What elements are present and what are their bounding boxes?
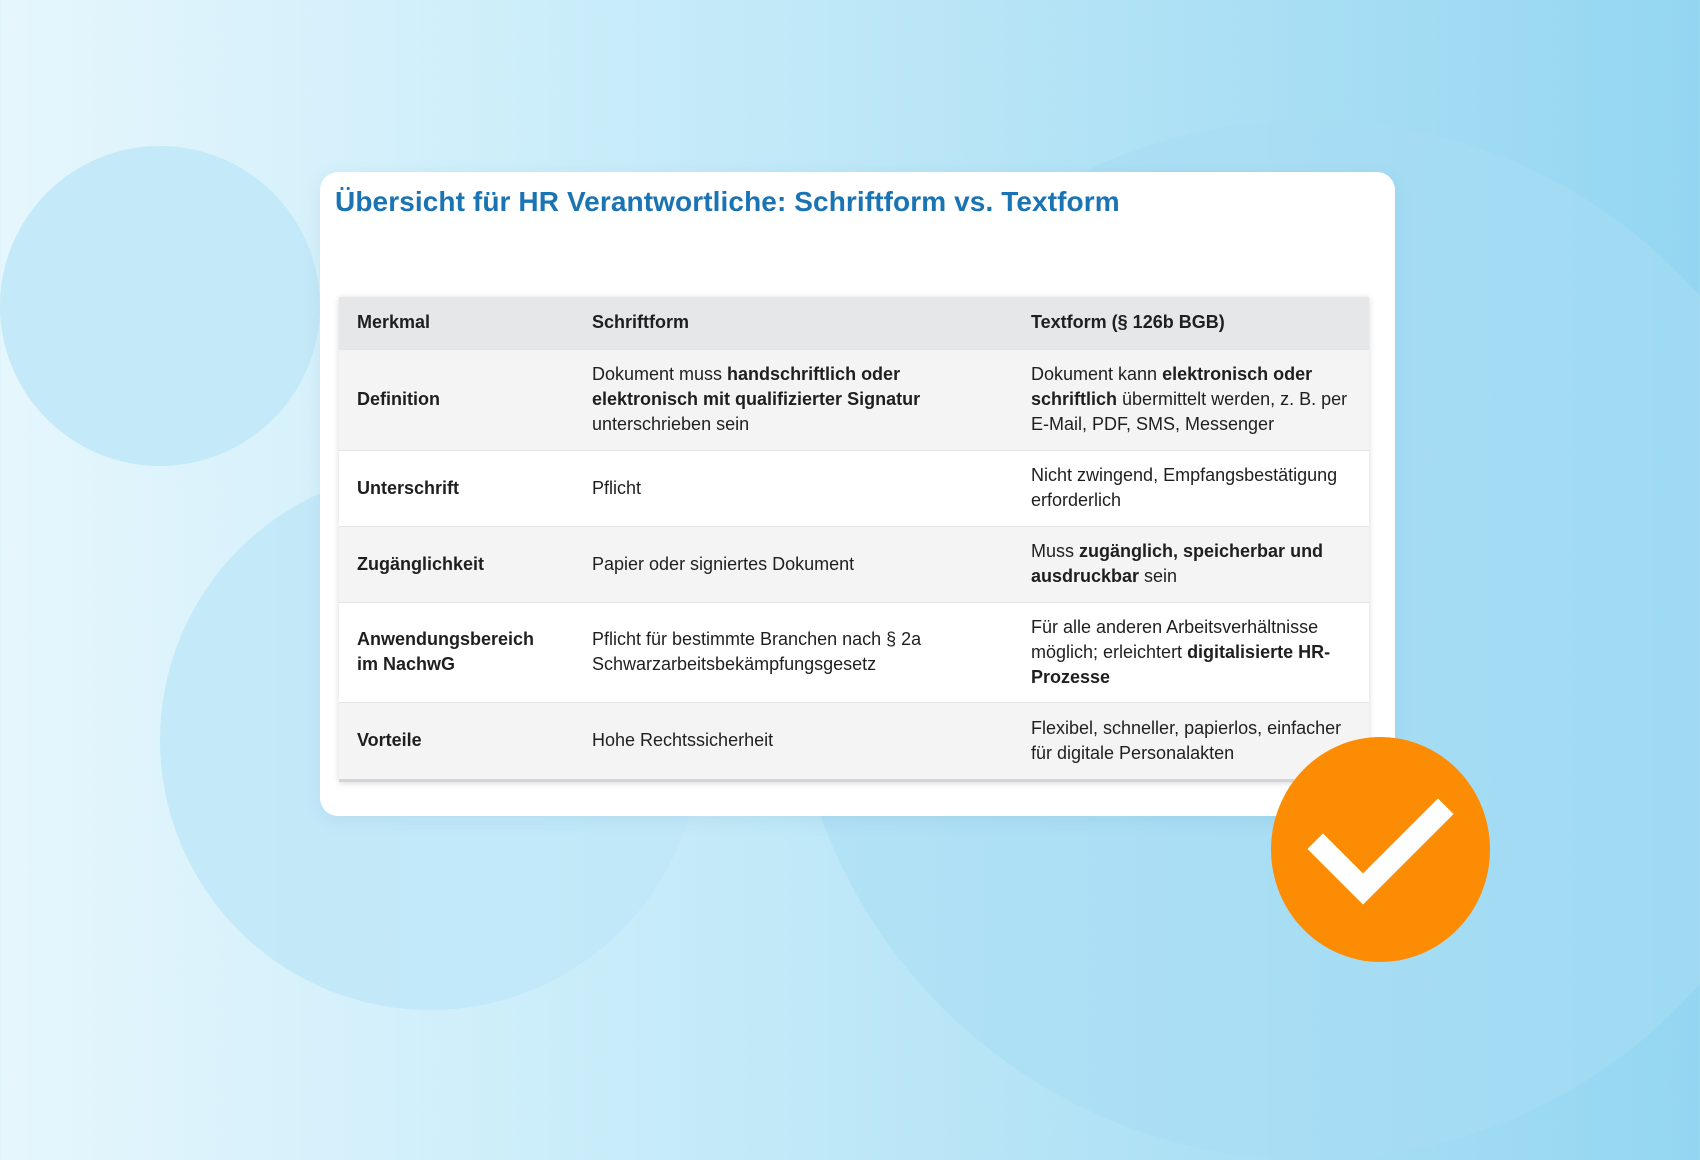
schriftform-cell [574,526,1013,602]
comparison-table [339,297,1369,779]
cell-bold-text: elektronisch oder schriftlich [1031,364,1313,409]
table-row [339,602,1369,702]
textform-cell [1013,450,1369,526]
schriftform-cell [574,702,1013,779]
row-feature: Anwendungsbereich im NachwG [357,629,535,674]
table-row [339,702,1369,779]
cell-bold-text: handschriftlich oder elektronisch mit qualifizierter Signatur [592,364,921,409]
header-textform: Textform (§ 126b BGB) [1031,312,1225,333]
cell-text: Nicht zwingend, Empfangsbestätigung erforderlich [1031,465,1338,510]
cell-text: Muss [1031,541,1080,561]
cell-bold-text: zugänglich, speicherbar und ausdruckbar [1031,541,1324,586]
textform-cell [1013,526,1369,602]
row-feature: Vorteile [357,730,422,751]
schriftform-cell [574,450,1013,526]
cell-text: Dokument muss [592,364,728,384]
overview-card [320,172,1395,816]
table-row [339,349,1369,450]
textform-cell [1013,349,1369,450]
cell-text: Hohe Rechtssicherheit [592,730,774,751]
table-row [339,450,1369,526]
page-title: Übersicht für HR Verantwortliche: Schriftform vs. Textform [335,186,1120,217]
cell-text: unterschrieben sein [592,414,750,434]
table-row [339,526,1369,602]
cell-text: Pflicht für bestimmte Branchen nach § 2a Schwarzarbeitsbekämpfungsgesetz [592,629,922,674]
cell-bold-text: digitalisierte HR-Prozesse [1031,641,1331,687]
textform-cell [1013,602,1369,702]
cell-text: Pflicht [592,477,642,498]
cell-text: übermittelt werden, z. B. per E-Mail, PDF, SMS, Messenger [1031,389,1348,434]
checkmark-badge [1271,737,1490,962]
cell-text: Flexibel, schneller, papierlos, einfacher für digitale Personalakten [1031,717,1342,763]
schriftform-cell [574,349,1013,450]
row-feature: Definition [357,389,440,409]
row-feature: Zugänglichkeit [357,553,485,574]
comparison-table-wrapper [339,297,1369,782]
cell-text: Dokument kann [1031,364,1163,384]
header-merkmal: Merkmal [357,312,431,333]
cell-text: Für alle anderen Arbeitsverhältnisse möglich; erleichtert [1031,616,1319,662]
row-feature: Unterschrift [357,477,460,498]
cell-text: sein [1139,566,1178,586]
table-header-row [339,297,1369,349]
checkmark-icon [1271,737,1490,962]
background-circle [0,146,320,466]
schriftform-cell [574,602,1013,702]
header-schriftform: Schriftform [592,312,690,333]
cell-text: Papier oder signiertes Dokument [592,553,855,574]
